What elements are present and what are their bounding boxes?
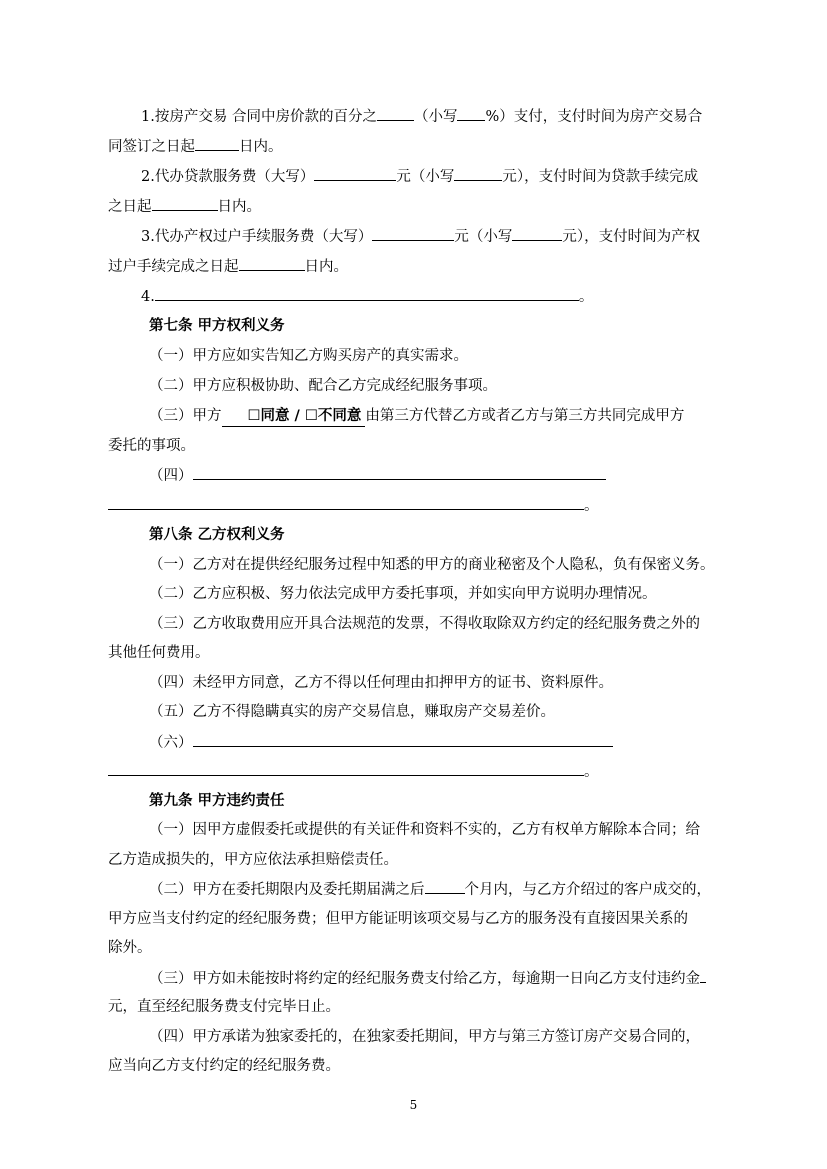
- payment-clause-2-line-1: [141, 166, 698, 187]
- article-7-item-1: （一）甲方应如实告知乙方购买房产的真实需求。: [149, 348, 468, 364]
- transfer-fee-uppercase-blank[interactable]: [372, 226, 454, 241]
- article-8-item-1: （一）乙方对在提供经纪服务过程中知悉的甲方的商业秘密及个人隐私，负有保密义务。: [149, 557, 715, 573]
- article-7-item-3-text: （三）甲方: [149, 408, 222, 424]
- payment-clause-2-line-2: [108, 196, 261, 217]
- article-7-item-4-label: （四）: [149, 468, 193, 484]
- payment-clause-4-end: 。: [578, 289, 594, 305]
- payment-clause-3-text: 3.代办产权过户手续服务费（大写）: [141, 229, 373, 245]
- days-blank-3[interactable]: [239, 256, 305, 271]
- penalty-amount-blank[interactable]: [700, 968, 706, 983]
- article-8-item-6-label: （六）: [149, 735, 193, 751]
- article-7-item-4: [149, 465, 606, 486]
- transfer-fee-number-blank[interactable]: [512, 226, 562, 241]
- article-9-item-3-line-1: [149, 968, 706, 989]
- article-7-item-3-line-1: [149, 406, 684, 427]
- payment-clause-2-text-b: 元（小写: [396, 169, 455, 185]
- article-7-item-2: （二）甲方应积极协助、配合乙方完成经纪服务事项。: [149, 378, 497, 394]
- article-7-item-3-line-2: 委托的事项。: [108, 438, 195, 454]
- payment-clause-1-text-c: %）支付，支付时间为房产交易合: [485, 109, 703, 125]
- article-7-item-4-blank[interactable]: [193, 465, 606, 480]
- days-blank-2[interactable]: [152, 196, 218, 211]
- article-7-item-4-blank-2[interactable]: [108, 495, 584, 510]
- article-8-item-5: （五）乙方不得隐瞒真实的房产交易信息，赚取房产交易差价。: [149, 704, 555, 720]
- article-8-item-6-blank-2[interactable]: [108, 761, 584, 776]
- article-8-item-3-line-1: （三）乙方收取费用应开具合法规范的发票，不得收取除双方约定的经纪服务费之外的: [149, 616, 700, 632]
- payment-clause-1-text: 1.按房产交易 合同中房价款的百分之: [141, 109, 377, 125]
- payment-clause-2-text: 2.代办贷款服务费（大写）: [141, 169, 315, 185]
- article-8-item-4: （四）未经甲方同意，乙方不得以任何理由扣押甲方的证书、资料原件。: [149, 675, 613, 691]
- article-9-item-2-line-3: 除外。: [108, 940, 152, 956]
- article-7-heading: 第七条 甲方权利义务: [149, 318, 285, 334]
- article-8-item-6-continuation: [108, 761, 599, 782]
- payment-clause-2-text-d: 之日起: [108, 199, 152, 215]
- payment-clause-2-text-e: 日内。: [217, 199, 261, 215]
- article-9-item-3-line-2: 元，直至经纪服务费支付完毕日止。: [108, 999, 340, 1015]
- payment-clause-3-text-b: 元（小写: [454, 229, 513, 245]
- article-9-heading: 第九条 甲方违约责任: [149, 793, 285, 809]
- payment-clause-3-text-d: 过户手续完成之日起: [108, 259, 239, 275]
- loan-fee-uppercase-blank[interactable]: [314, 166, 396, 181]
- payment-clause-3-line-2: [108, 256, 348, 277]
- article-8-item-6-end: 。: [584, 764, 599, 780]
- article-9-item-1-line-2: 乙方造成损失的，甲方应依法承担赔偿责任。: [108, 852, 398, 868]
- page-number: 5: [409, 1098, 418, 1112]
- payment-clause-1-text-b: （小写: [413, 109, 458, 125]
- agree-disagree-checkbox[interactable]: ☐同意 / ☐不同意: [222, 406, 366, 427]
- payment-clause-2-text-c: 元），支付时间为贷款手续完成: [502, 169, 699, 185]
- payment-clause-1-text-d: 同签订之日起: [108, 139, 195, 155]
- loan-fee-number-blank[interactable]: [454, 166, 502, 181]
- payment-clause-4-number: 4.: [141, 289, 155, 305]
- article-8-item-6: [149, 732, 613, 753]
- article-9-item-4-line-2: 应当向乙方支付约定的经纪服务费。: [108, 1058, 340, 1074]
- payment-clause-1-text-e: 日内。: [239, 139, 283, 155]
- article-8-item-6-blank[interactable]: [193, 732, 613, 747]
- article-9-item-2-line-1: [149, 879, 711, 900]
- payment-clause-1-line-1: [141, 106, 702, 127]
- article-8-item-3-line-2: 其他任何费用。: [108, 645, 210, 661]
- article-9-item-2-line-2: 甲方应当支付约定的经纪服务费；但甲方能证明该项交易与乙方的服务没有直接因果关系的: [108, 911, 688, 927]
- percent-number-blank[interactable]: [457, 106, 485, 121]
- months-blank[interactable]: [425, 879, 465, 894]
- payment-clause-3-text-c: 元），支付时间为产权: [562, 229, 701, 245]
- article-7-item-3-text-b: 由第三方代替乙方或者乙方与第三方共同完成甲方: [365, 408, 685, 424]
- article-7-item-4-continuation: [108, 495, 599, 516]
- article-9-item-4-line-1: （四）甲方承诺为独家委托的，在独家委托期间，甲方与第三方签订房产交易合同的，: [149, 1029, 700, 1045]
- payment-clause-3-line-1: [141, 226, 700, 247]
- payment-clause-4: [141, 286, 593, 307]
- payment-clause-1-line-2: [108, 136, 283, 157]
- article-9-item-2-text-b: 个月内，与乙方介绍过的客户成交的，: [464, 882, 711, 898]
- percent-uppercase-blank[interactable]: [377, 106, 414, 121]
- days-blank-1[interactable]: [195, 136, 239, 151]
- payment-clause-4-blank[interactable]: [155, 286, 579, 301]
- article-7-item-4-end: 。: [584, 498, 599, 514]
- article-8-heading: 第八条 乙方权利义务: [149, 527, 285, 543]
- article-9-item-1-line-1: （一）因甲方虚假委托或提供的有关证件和资料不实的，乙方有权单方解除本合同；给: [149, 822, 700, 838]
- payment-clause-3-text-e: 日内。: [304, 259, 348, 275]
- article-8-item-2: （二）乙方应积极、努力依法完成甲方委托事项，并如实向甲方说明办理情况。: [149, 586, 657, 602]
- article-9-item-2-text: （二）甲方在委托期限内及委托期届满之后: [149, 882, 425, 898]
- article-9-item-3-text: （三）甲方如未能按时将约定的经纪服务费支付给乙方，每逾期一日向乙方支付违约金: [149, 971, 700, 987]
